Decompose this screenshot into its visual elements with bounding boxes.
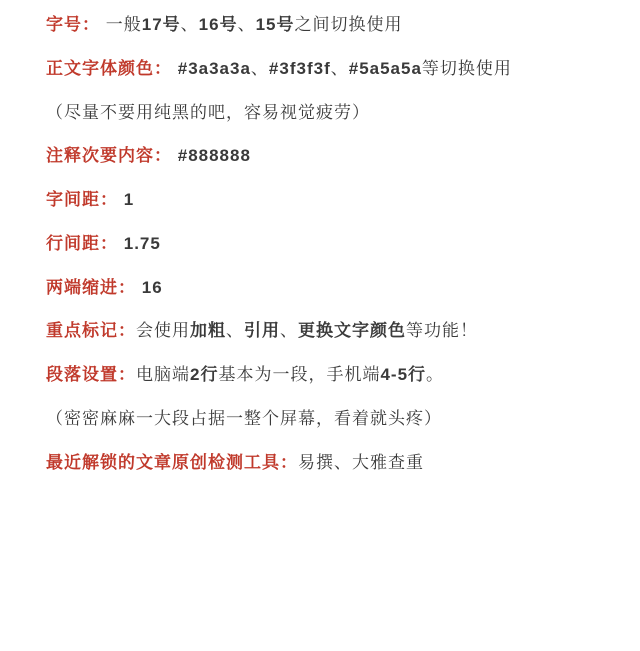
doc-line-segment: 1.75 xyxy=(123,233,161,253)
doc-line-segment: （尽量不要用纯黑的吧，容易视觉疲劳） xyxy=(46,102,370,122)
doc-line-segment: #888888 xyxy=(177,146,251,166)
doc-line-label: 段落设置： xyxy=(46,365,136,384)
doc-line-label: 字间距： xyxy=(46,190,118,209)
doc-line-segment: 、 xyxy=(330,58,349,78)
doc-line-label: 最近解锁的文章原创检测工具： xyxy=(46,452,298,472)
doc-line-segment: 1 xyxy=(123,190,135,209)
doc-line-segment: 16号 xyxy=(198,15,238,34)
doc-line-paragraph-settings xyxy=(46,360,594,390)
doc-line-segment: 4-5行 xyxy=(380,365,427,384)
doc-line-label: 两端缩进： xyxy=(46,277,136,297)
doc-line-segment: 基本为一段，手机端 xyxy=(218,365,381,384)
doc-line-segment: #5a5a5a xyxy=(348,58,422,78)
doc-line-segment: #3a3a3a xyxy=(177,58,251,78)
doc-line-label: 重点标记： xyxy=(46,321,136,341)
doc-line-indent xyxy=(46,273,594,303)
doc-line-font-size xyxy=(46,10,594,40)
document-body xyxy=(46,10,594,477)
doc-line-segment: 17号 xyxy=(141,15,181,34)
doc-line-label: 字号： xyxy=(46,15,100,34)
doc-line-segment: 、 xyxy=(237,15,256,34)
doc-line-segment: 电脑端 xyxy=(136,365,190,384)
doc-line-segment: 15号 xyxy=(255,15,295,34)
doc-line-label: 注释次要内容： xyxy=(46,146,172,166)
doc-line-letter-spacing xyxy=(46,185,594,215)
doc-line-segment: 16 xyxy=(141,277,163,297)
doc-line-body-font-color xyxy=(46,54,594,84)
doc-line-segment: 易撰、大雅查重 xyxy=(298,452,424,472)
doc-line-segment: 会使用 xyxy=(136,321,190,341)
doc-line-segment: 2行 xyxy=(190,365,219,384)
doc-line-annotation-secondary xyxy=(46,141,594,171)
doc-line-emphasis-marks xyxy=(46,316,594,346)
doc-line-originality-tools xyxy=(46,448,594,478)
doc-line-segment: 加粗 xyxy=(190,321,226,341)
doc-line-segment: 一般 xyxy=(100,15,142,34)
doc-line-segment: 。 xyxy=(426,365,445,384)
doc-line-segment: 、 xyxy=(226,321,244,341)
doc-line-segment: 等切换使用 xyxy=(421,58,512,78)
doc-line-label: 行间距： xyxy=(46,233,118,253)
doc-line-segment: 等功能！ xyxy=(406,321,478,341)
doc-line-segment: 更换文字颜色 xyxy=(298,321,406,341)
doc-line-segment: 之间切换使用 xyxy=(294,15,403,34)
doc-line-segment: 、 xyxy=(180,15,199,34)
doc-line-segment: 、 xyxy=(280,321,298,341)
doc-line-body-font-color-note xyxy=(46,98,594,128)
doc-line-label: 正文字体颜色： xyxy=(46,58,172,78)
doc-line-segment: （密密麻麻一大段占据一整个屏幕，看着就头疼） xyxy=(46,408,442,428)
doc-line-segment: 、 xyxy=(250,58,269,78)
doc-line-segment: 引用 xyxy=(244,321,280,341)
doc-line-paragraph-note xyxy=(46,404,594,434)
doc-line-segment: #3f3f3f xyxy=(268,58,331,78)
doc-line-line-spacing xyxy=(46,229,594,259)
